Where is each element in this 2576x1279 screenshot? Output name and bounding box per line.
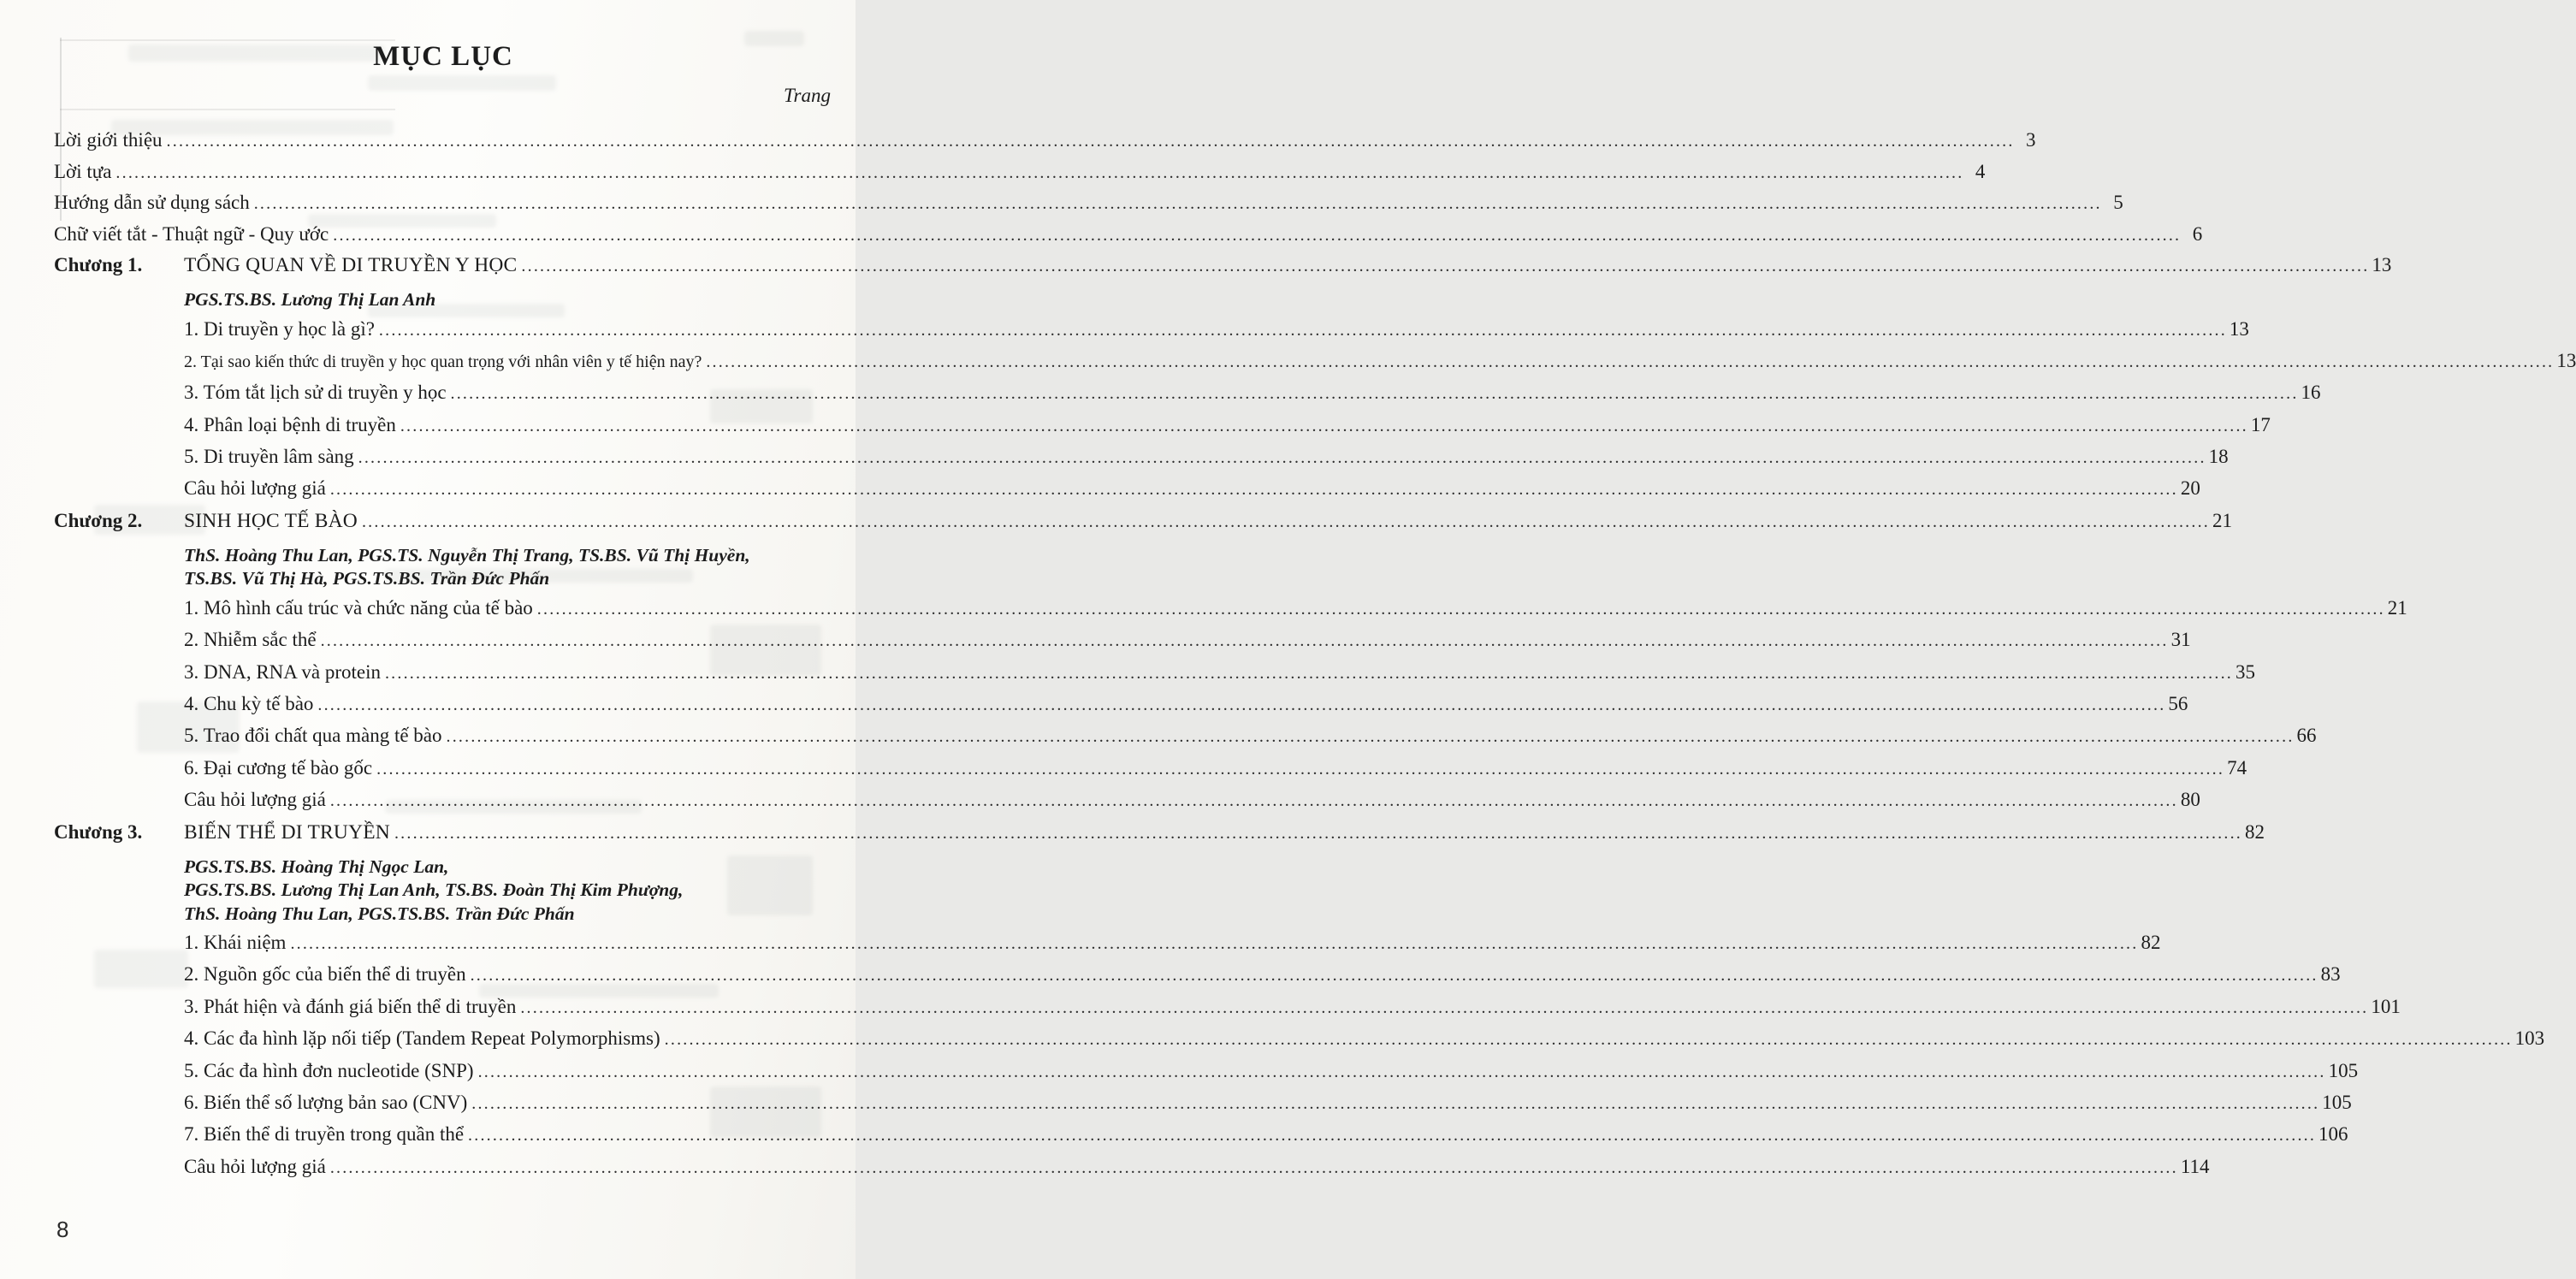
toc-row bbox=[184, 789, 2200, 820]
toc-entry-label: 3. Phát hiện và đánh giá biến thể di truyền bbox=[184, 995, 517, 1017]
toc-row bbox=[54, 192, 2123, 223]
toc-entry-page: 31 bbox=[2170, 629, 2191, 651]
chapter-authors bbox=[184, 288, 832, 312]
chapter-page: 82 bbox=[2244, 820, 2265, 843]
author-line: ThS. Hoàng Thu Lan, PGS.TS. Nguyễn Thị Trang, TS.BS. Vũ Thị Huyền, bbox=[184, 544, 750, 565]
page-column-header: Trang bbox=[784, 85, 831, 106]
author-line: TS.BS. Vũ Thị Hà, PGS.TS.BS. Trần Đức Phấn bbox=[184, 568, 550, 589]
dot-leader: ............................................................................................................................................................................................................................................................................................................ bbox=[290, 934, 2139, 954]
toc-row bbox=[184, 382, 2321, 413]
author-line: ThS. Hoàng Thu Lan, PGS.TS.BS. Trần Đức Phấn bbox=[184, 903, 575, 924]
chapter-page: 13 bbox=[2372, 254, 2392, 275]
dot-leader: ............................................................................................................................................................................................................................................................................................................ bbox=[470, 966, 2318, 986]
chapter-number-label: Chương 1. bbox=[54, 254, 143, 275]
toc-row bbox=[184, 446, 2229, 477]
dot-leader: ............................................................................................................................................................................................................................................................................................................ bbox=[361, 512, 2210, 531]
toc-entry-label: Chữ viết tắt - Thuật ngữ - Quy ước bbox=[54, 222, 329, 245]
chapter-title: TỔNG QUAN VỀ DI TRUYỀN Y HỌC bbox=[184, 254, 518, 276]
toc-entry-page: 3 bbox=[2026, 129, 2036, 151]
toc-row bbox=[184, 1155, 2210, 1187]
toc-entry-page: 80 bbox=[2180, 789, 2200, 811]
chapter-title: SINH HỌC TẾ BÀO bbox=[184, 509, 358, 532]
toc-entry-label: 5. Trao đổi chất qua màng tế bào bbox=[184, 725, 442, 747]
toc-entry-label: 5. Di truyền lâm sàng bbox=[184, 446, 354, 468]
toc-row bbox=[184, 349, 2576, 382]
dot-leader: ............................................................................................................................................................................................................................................................................................................ bbox=[358, 448, 2206, 468]
dot-leader: ............................................................................................................................................................................................................................................................................................................ bbox=[400, 416, 2248, 435]
toc-entry-label: 6. Biến thể số lượng bản sao (CNV) bbox=[184, 1092, 468, 1114]
toc-row bbox=[184, 317, 2249, 350]
toc-entry-label: 4. Phân loại bệnh di truyền bbox=[184, 413, 396, 435]
dot-leader: ............................................................................................................................................................................................................................................................................................................ bbox=[536, 599, 2385, 619]
toc-entry-label: 1. Khái niệm bbox=[184, 932, 287, 954]
chapter-heading-row bbox=[54, 509, 2232, 542]
toc-entry-page: 21 bbox=[2387, 596, 2407, 619]
toc-row bbox=[184, 756, 2247, 789]
chapter-authors bbox=[184, 856, 832, 927]
toc-entry-label: 2. Nguồn gốc của biến thể di truyền bbox=[184, 963, 466, 986]
dot-leader: ............................................................................................................................................................................................................................................................................................................ bbox=[664, 1030, 2513, 1050]
toc-entry-page: 103 bbox=[2514, 1027, 2545, 1050]
author-line: PGS.TS.BS. Lương Thị Lan Anh bbox=[184, 289, 436, 310]
toc-row bbox=[54, 160, 1986, 192]
dot-leader: ............................................................................................................................................................................................................................................................................................................ bbox=[477, 1062, 2326, 1081]
front-matter-list bbox=[54, 129, 2203, 254]
toc-entry-label: 1. Di truyền y học là gì? bbox=[184, 317, 375, 340]
page-title: MỤC LỤC bbox=[373, 41, 513, 72]
dot-leader: ............................................................................................................................................................................................................................................................................................................ bbox=[333, 225, 2182, 245]
dot-leader: ............................................................................................................................................................................................................................................................................................................ bbox=[706, 352, 2555, 371]
dot-leader: ............................................................................................................................................................................................................................................................................................................ bbox=[384, 663, 2233, 683]
chapter-items bbox=[184, 932, 2545, 1187]
toc-entry-page: 56 bbox=[2168, 693, 2188, 715]
toc-row bbox=[184, 596, 2407, 629]
dot-leader: ............................................................................................................................................................................................................................................................................................................ bbox=[450, 384, 2299, 404]
dot-leader: ............................................................................................................................................................................................................................................................................................................ bbox=[317, 696, 2166, 715]
toc-entry-label: Lời giới thiệu bbox=[54, 129, 163, 151]
toc-entry-label: 5. Các đa hình đơn nucleotide (SNP) bbox=[184, 1059, 474, 1081]
chapter-authors bbox=[184, 544, 832, 591]
toc-row bbox=[184, 1123, 2348, 1155]
dot-leader: ............................................................................................................................................................................................................................................................................................................ bbox=[521, 257, 2370, 275]
toc-entry-label: Câu hỏi lượng giá bbox=[184, 1155, 326, 1177]
toc-entry-label: 1. Mô hình cấu trúc và chức năng của tế bào bbox=[184, 596, 533, 619]
dot-leader: ............................................................................................................................................................................................................................................................................................................ bbox=[320, 631, 2169, 651]
dot-leader: ............................................................................................................................................................................................................................................................................................................ bbox=[446, 727, 2295, 747]
dot-leader: ............................................................................................................................................................................................................................................................................................................ bbox=[329, 791, 2178, 811]
author-line: PGS.TS.BS. Lương Thị Lan Anh, TS.BS. Đoàn Thị Kim Phượng, bbox=[184, 879, 684, 901]
toc-entry-label: 2. Nhiễm sắc thể bbox=[184, 629, 317, 651]
toc-entry-page: 106 bbox=[2318, 1123, 2348, 1146]
dot-leader: ............................................................................................................................................................................................................................................................................................................ bbox=[329, 480, 2178, 500]
chapter-heading-row bbox=[54, 820, 2265, 854]
chapter-page: 21 bbox=[2212, 509, 2232, 531]
chapter-body bbox=[184, 288, 2576, 510]
toc-entry-page: 16 bbox=[2301, 382, 2321, 404]
footer-page-number: 8 bbox=[56, 1217, 69, 1242]
chapter-block bbox=[54, 254, 2576, 510]
toc-row bbox=[184, 413, 2271, 446]
chapter-number-label: Chương 3. bbox=[54, 820, 143, 843]
toc-entry-label: Câu hỏi lượng giá bbox=[184, 789, 326, 811]
dot-leader: ............................................................................................................................................................................................................................................................................................................ bbox=[394, 823, 2242, 843]
toc-row bbox=[184, 477, 2200, 509]
toc-row bbox=[184, 1059, 2359, 1092]
toc-entry-page: 18 bbox=[2208, 446, 2229, 468]
dot-leader: ............................................................................................................................................................................................................................................................................................................ bbox=[471, 1094, 2320, 1114]
toc-entry-label: 3. DNA, RNA và protein bbox=[184, 660, 381, 683]
toc-entry-label: Lời tựa bbox=[54, 160, 112, 182]
toc-row bbox=[184, 693, 2188, 725]
toc-row bbox=[54, 129, 2036, 161]
dot-leader: ............................................................................................................................................................................................................................................................................................................ bbox=[329, 1158, 2178, 1177]
dot-leader: ............................................................................................................................................................................................................................................................................................................ bbox=[253, 194, 2102, 213]
author-line: PGS.TS.BS. Hoàng Thị Ngọc Lan, bbox=[184, 856, 449, 877]
toc-row bbox=[54, 222, 2203, 255]
toc-entry-page: 114 bbox=[2180, 1155, 2210, 1177]
toc-entry-page: 17 bbox=[2250, 413, 2271, 435]
toc-entry-page: 13 bbox=[2229, 317, 2249, 340]
chapter-block bbox=[54, 509, 2407, 821]
toc-row bbox=[184, 1027, 2545, 1059]
toc-entry-page: 13 bbox=[2556, 349, 2576, 371]
dot-leader: ............................................................................................................................................................................................................................................................................................................ bbox=[115, 163, 1964, 182]
toc-entry-page: 6 bbox=[2192, 222, 2203, 245]
toc-entry-label: Hướng dẫn sử dụng sách bbox=[54, 192, 250, 213]
toc-entry-label: 2. Tại sao kiến thức di truyền y học quan trọng với nhân viên y tế hiện nay? bbox=[184, 352, 702, 371]
dot-leader: ............................................................................................................................................................................................................................................................................................................ bbox=[378, 320, 2227, 340]
chapter-items bbox=[184, 596, 2407, 821]
chapter-title: BIẾN THỂ DI TRUYỀN bbox=[184, 820, 390, 844]
toc-entry-label: 3. Tóm tắt lịch sử di truyền y học bbox=[184, 382, 447, 404]
toc-entry-page: 82 bbox=[2141, 932, 2161, 954]
chapter-heading-row bbox=[54, 254, 2392, 287]
toc-row bbox=[184, 932, 2161, 963]
table-of-contents bbox=[54, 0, 2576, 1187]
dot-leader: ............................................................................................................................................................................................................................................................................................................ bbox=[376, 759, 2225, 779]
toc-row bbox=[184, 995, 2401, 1027]
toc-entry-label: Câu hỏi lượng giá bbox=[184, 477, 326, 500]
chapter-body bbox=[184, 544, 2407, 821]
toc-entry-page: 5 bbox=[2113, 192, 2123, 213]
toc-entry-label: 6. Đại cương tế bào gốc bbox=[184, 756, 373, 779]
chapter-items bbox=[184, 317, 2576, 510]
chapters bbox=[54, 254, 2576, 1187]
toc-entry-page: 105 bbox=[2328, 1059, 2359, 1081]
toc-row bbox=[184, 1092, 2352, 1123]
dot-leader: ............................................................................................................................................................................................................................................................................................................ bbox=[468, 1126, 2317, 1146]
dot-leader: ............................................................................................................................................................................................................................................................................................................ bbox=[166, 132, 2015, 151]
toc-entry-page: 4 bbox=[1975, 160, 1986, 182]
toc-entry-page: 66 bbox=[2296, 725, 2317, 747]
toc-entry-page: 35 bbox=[2235, 660, 2255, 683]
chapter-block bbox=[54, 820, 2545, 1188]
toc-entry-page: 101 bbox=[2371, 995, 2401, 1017]
toc-entry-label: 4. Chu kỳ tế bào bbox=[184, 693, 314, 715]
toc-entry-page: 20 bbox=[2180, 477, 2200, 500]
toc-entry-page: 83 bbox=[2320, 963, 2341, 986]
chapter-body bbox=[184, 856, 2545, 1188]
toc-entry-page: 74 bbox=[2227, 756, 2247, 779]
toc-row bbox=[184, 963, 2341, 995]
chapter-number-label: Chương 2. bbox=[54, 509, 143, 531]
toc-row bbox=[184, 725, 2317, 756]
toc-entry-page: 105 bbox=[2322, 1092, 2352, 1114]
toc-row bbox=[184, 660, 2255, 693]
toc-row bbox=[184, 629, 2191, 660]
dot-leader: ............................................................................................................................................................................................................................................................................................................ bbox=[520, 998, 2369, 1017]
toc-entry-label: 4. Các đa hình lặp nối tiếp (Tandem Repeat Polymorphisms) bbox=[184, 1027, 660, 1050]
toc-entry-label: 7. Biến thể di truyền trong quần thể bbox=[184, 1123, 465, 1146]
